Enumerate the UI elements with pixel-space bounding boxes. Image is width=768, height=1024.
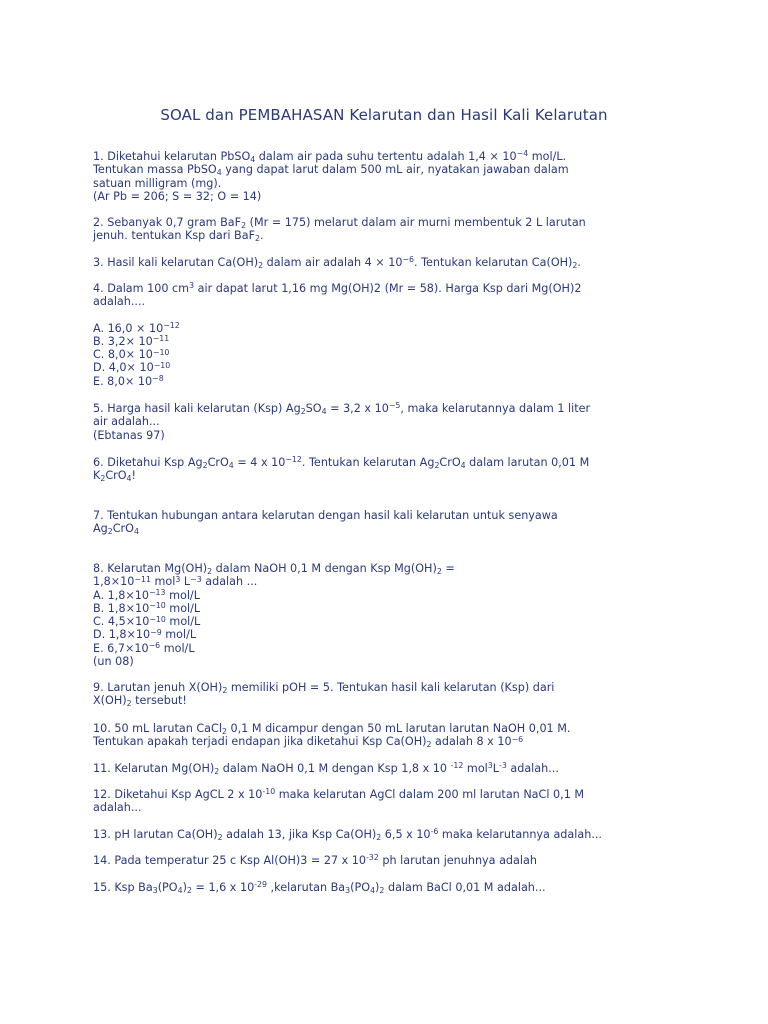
text: 1. Diketahui kelarutan PbSO [93, 150, 251, 163]
text: CrO [105, 469, 127, 483]
question-6-line-1 [93, 456, 663, 469]
question-6 [93, 456, 663, 483]
superscript: −10 [152, 347, 170, 357]
subscript: 4 [460, 460, 466, 470]
text: 6,5 x 10 [381, 828, 431, 841]
text: CrO [439, 456, 461, 469]
question-6-line-2 [93, 469, 663, 482]
question-7-line-1: 7. Tentukan hubungan antara kelarutan dengan hasil kali kelarutan untuk senyawa [93, 509, 558, 522]
text: dalam air pada suhu tertentu adalah 1,4 × 10 [255, 150, 517, 163]
text: . [577, 256, 581, 269]
question-15-line-1 [93, 881, 663, 894]
text: mol/L [165, 601, 201, 615]
subscript: 4 [370, 885, 376, 895]
text: D. 4,0× 10 [93, 361, 154, 375]
text: L [492, 762, 499, 775]
question-5-line-1 [93, 402, 663, 415]
text: A. 16,0 × 10 [93, 321, 164, 335]
text: 8. Kelarutan Mg(OH) [93, 562, 208, 575]
subscript: 3 [345, 885, 351, 895]
subscript: 3 [152, 885, 158, 895]
text: 2. Sebanyak 0,7 gram BaF [93, 216, 242, 229]
text: adalah ... [201, 575, 258, 589]
text: 12. Diketahui Ksp AgCL 2 x 10 [93, 788, 263, 801]
text: . Tentukan kelarutan Ca(OH) [414, 256, 573, 269]
text: dalam NaOH 0,1 M dengan Ksp 1,8 x 10 [219, 762, 451, 775]
text: 5. Harga hasil kali kelarutan (Ksp) Ag [93, 402, 301, 415]
question-11 [93, 762, 663, 775]
question-10-line-1 [93, 722, 663, 735]
subscript: 4 [177, 885, 183, 895]
text: 1,8×10 [93, 575, 135, 589]
superscript: −13 [148, 588, 166, 598]
question-2-line-1 [93, 216, 663, 229]
superscript: −11 [152, 334, 170, 344]
subscript: 2 [436, 566, 442, 576]
text: mol/L [165, 588, 200, 602]
subscript: 2 [379, 885, 385, 895]
text: Ag [93, 522, 108, 536]
superscript: −8 [152, 374, 164, 384]
text: ph larutan jenuhnya adalah [378, 854, 537, 867]
text: mol/L [161, 628, 197, 642]
option-c [93, 615, 663, 628]
subscript: 2 [221, 726, 227, 736]
text: 11. Kelarutan Mg(OH) [93, 762, 215, 775]
text: Tentukan apakah terjadi endapan jika diketahui Ksp Ca(OH) [93, 735, 427, 749]
question-9 [93, 681, 663, 708]
subscript: 2 [217, 832, 223, 842]
subscript: 4 [250, 154, 256, 164]
text: dalam larutan 0,01 M [465, 456, 590, 469]
text: 4. Dalam 100 cm [93, 282, 190, 295]
superscript: −10 [149, 601, 166, 611]
text: 15. Ksp Ba [93, 881, 153, 894]
question-8-line-1 [93, 562, 663, 575]
question-5 [93, 402, 663, 442]
question-1-line-1 [93, 150, 663, 163]
question-11-line-1 [93, 762, 663, 775]
question-4-line-2: adalah.... [93, 295, 146, 309]
text: X(OH) [93, 694, 127, 708]
superscript: −10 [149, 614, 166, 624]
question-3 [93, 256, 663, 269]
subscript: 2 [572, 260, 578, 270]
subscript: 4 [133, 527, 139, 537]
question-4-line-1 [93, 282, 663, 295]
superscript: −4 [516, 149, 529, 159]
question-1-line-4: (Ar Pb = 206; S = 32; O = 14) [93, 189, 262, 203]
superscript: -6 [430, 827, 439, 837]
subscript: 2 [107, 527, 113, 537]
question-7 [93, 509, 663, 536]
superscript: 3 [175, 574, 181, 584]
text: 0,1 M dicampur dengan 50 mL larutan larutan NaOH 0,01 M. [226, 722, 571, 735]
question-10-line-2 [93, 735, 663, 748]
superscript: −6 [402, 255, 414, 265]
superscript: −9 [150, 627, 162, 637]
superscript: -3 [499, 761, 507, 771]
option-e [93, 642, 663, 655]
option-d [93, 628, 663, 641]
subscript: 2 [258, 260, 264, 270]
superscript: −10 [153, 360, 171, 370]
question-4 [93, 282, 663, 388]
text: SO [305, 402, 322, 415]
text: yang dapat larut dalam 500 mL air, nyatakan jawaban dalam [221, 163, 569, 177]
text: 14. Pada temperatur 25 c Ksp Al(OH)3 = 27 x 10 [93, 854, 367, 867]
option-a [93, 322, 663, 335]
question-2-line-2 [93, 229, 663, 242]
option-e [93, 375, 663, 388]
text: Tentukan massa PbSO [93, 163, 217, 177]
subscript: 4 [126, 474, 132, 484]
superscript: −6 [511, 734, 524, 744]
question-9-line-1 [93, 681, 663, 694]
text: 13. pH larutan Ca(OH) [93, 828, 218, 841]
text: = 4 x 10 [233, 456, 286, 469]
text: D. 1,8×10 [93, 628, 151, 642]
question-8 [93, 562, 663, 668]
subscript: 2 [207, 566, 213, 576]
superscript: −3 [190, 574, 202, 584]
text: 9. Larutan jenuh X(OH) [93, 681, 223, 694]
superscript: −6 [148, 641, 161, 651]
text: , maka kelarutannya dalam 1 liter [400, 402, 591, 415]
text: adalah 13, jika Ksp Ca(OH) [222, 828, 377, 841]
question-12-line-1 [93, 788, 663, 801]
text: ) [182, 881, 187, 894]
text: ! [131, 469, 137, 483]
text: 3. Hasil kali kelarutan Ca(OH) [93, 256, 259, 269]
text: 10. 50 mL larutan CaCl [93, 722, 222, 735]
question-2 [93, 216, 663, 243]
text: = 3,2 x 10 [326, 402, 389, 415]
subscript: 2 [214, 766, 220, 776]
text: memiliki pOH = 5. Tentukan hasil kali kelarutan (Ksp) dari [227, 681, 555, 694]
text: adalah 8 x 10 [431, 735, 512, 749]
page-title: SOAL dan PEMBAHASAN Kelarutan dan Hasil Kali Kelarutan [160, 106, 608, 124]
subscript: 2 [434, 460, 440, 470]
subscript: 2 [222, 685, 228, 695]
superscript: -29 [254, 880, 267, 890]
text: ) [375, 881, 380, 894]
text: dalam air adalah 4 × 10 [263, 256, 403, 269]
text: dalam BaCl 0,01 M adalah... [384, 881, 546, 894]
subscript: 4 [216, 168, 222, 178]
text: CrO [207, 456, 229, 469]
superscript: -12 [450, 761, 464, 771]
text: (PO [350, 881, 371, 894]
superscript: −12 [163, 321, 180, 331]
text: L [180, 575, 191, 589]
question-3-line-1 [93, 256, 663, 269]
question-14 [93, 854, 663, 867]
question-1-line-2 [93, 163, 663, 176]
text: 6. Diketahui Ksp Ag [93, 456, 203, 469]
text: jenuh. tentukan Ksp dari BaF [93, 229, 256, 243]
option-b [93, 335, 663, 348]
question-1 [93, 150, 663, 203]
question-5-line-2: air adalah... [93, 415, 160, 429]
text: mol/L [160, 641, 195, 655]
text: (Mr = 175) melarut dalam air murni membentuk 2 L larutan [246, 216, 586, 229]
superscript: −12 [285, 455, 302, 465]
text: CrO [112, 522, 134, 536]
subscript: 2 [202, 460, 208, 470]
text: dalam NaOH 0,1 M dengan Ksp Mg(OH) [212, 562, 437, 575]
superscript: 3 [487, 761, 493, 771]
text: (PO [157, 881, 178, 894]
question-10 [93, 722, 663, 749]
text: B. 1,8×10 [93, 601, 150, 615]
subscript: 2 [300, 406, 306, 416]
option-a [93, 589, 663, 602]
question-13-line-1 [93, 828, 663, 841]
subscript: 2 [241, 220, 247, 230]
text: mol/L. [528, 150, 567, 163]
question-5-line-3: (Ebtanas 97) [93, 428, 165, 442]
subscript: 2 [100, 474, 106, 484]
text: . Tentukan kelarutan Ag [301, 456, 435, 469]
text: = 1,6 x 10 [191, 881, 255, 894]
text: A. 1,8×10 [93, 588, 149, 602]
text: air dapat larut 1,16 mg Mg(OH)2 (Mr = 58). Harga Ksp dari Mg(OH)2 [194, 282, 582, 295]
text: K [93, 469, 101, 483]
question-12-line-2: adalah... [93, 801, 142, 815]
text: . [260, 229, 264, 243]
subscript: 2 [426, 740, 432, 750]
text: = [441, 562, 455, 575]
text: tersebut! [131, 694, 187, 708]
superscript: -10 [262, 787, 276, 797]
option-d [93, 361, 663, 374]
superscript: -32 [366, 853, 379, 863]
subscript: 2 [186, 885, 192, 895]
text: E. 6,7×10 [93, 641, 149, 655]
text: maka kelarutan AgCl dalam 200 ml larutan NaCl 0,1 M [275, 788, 585, 801]
text: mol/L [165, 615, 201, 629]
subscript: 4 [321, 406, 327, 416]
subscript: 2 [376, 832, 382, 842]
option-c [93, 348, 663, 361]
text: mol [150, 575, 176, 589]
superscript: 3 [189, 281, 195, 291]
question-8-line-2 [93, 575, 663, 588]
text: adalah... [506, 762, 559, 775]
question-13 [93, 828, 663, 841]
subscript: 4 [228, 460, 234, 470]
subscript: 2 [126, 699, 132, 709]
subscript: 2 [255, 234, 260, 244]
question-7-line-2 [93, 522, 663, 535]
text: maka kelarutannya adalah... [438, 828, 602, 841]
question-12 [93, 788, 663, 815]
question-15 [93, 881, 663, 894]
text: C. 4,5×10 [93, 615, 150, 629]
option-b [93, 602, 663, 615]
text: C. 8,0× 10 [93, 348, 153, 362]
question-9-line-2 [93, 694, 663, 707]
question-8-source: (un 08) [93, 655, 134, 669]
text: mol [463, 762, 488, 775]
text: E. 8,0× 10 [93, 374, 153, 388]
question-1-line-3: satuan milligram (mg). [93, 176, 222, 190]
superscript: −5 [388, 401, 401, 411]
superscript: −11 [134, 574, 151, 584]
question-14-line-1 [93, 854, 663, 867]
text: B. 3,2× 10 [93, 334, 153, 348]
text: ,kelarutan Ba [267, 881, 346, 894]
